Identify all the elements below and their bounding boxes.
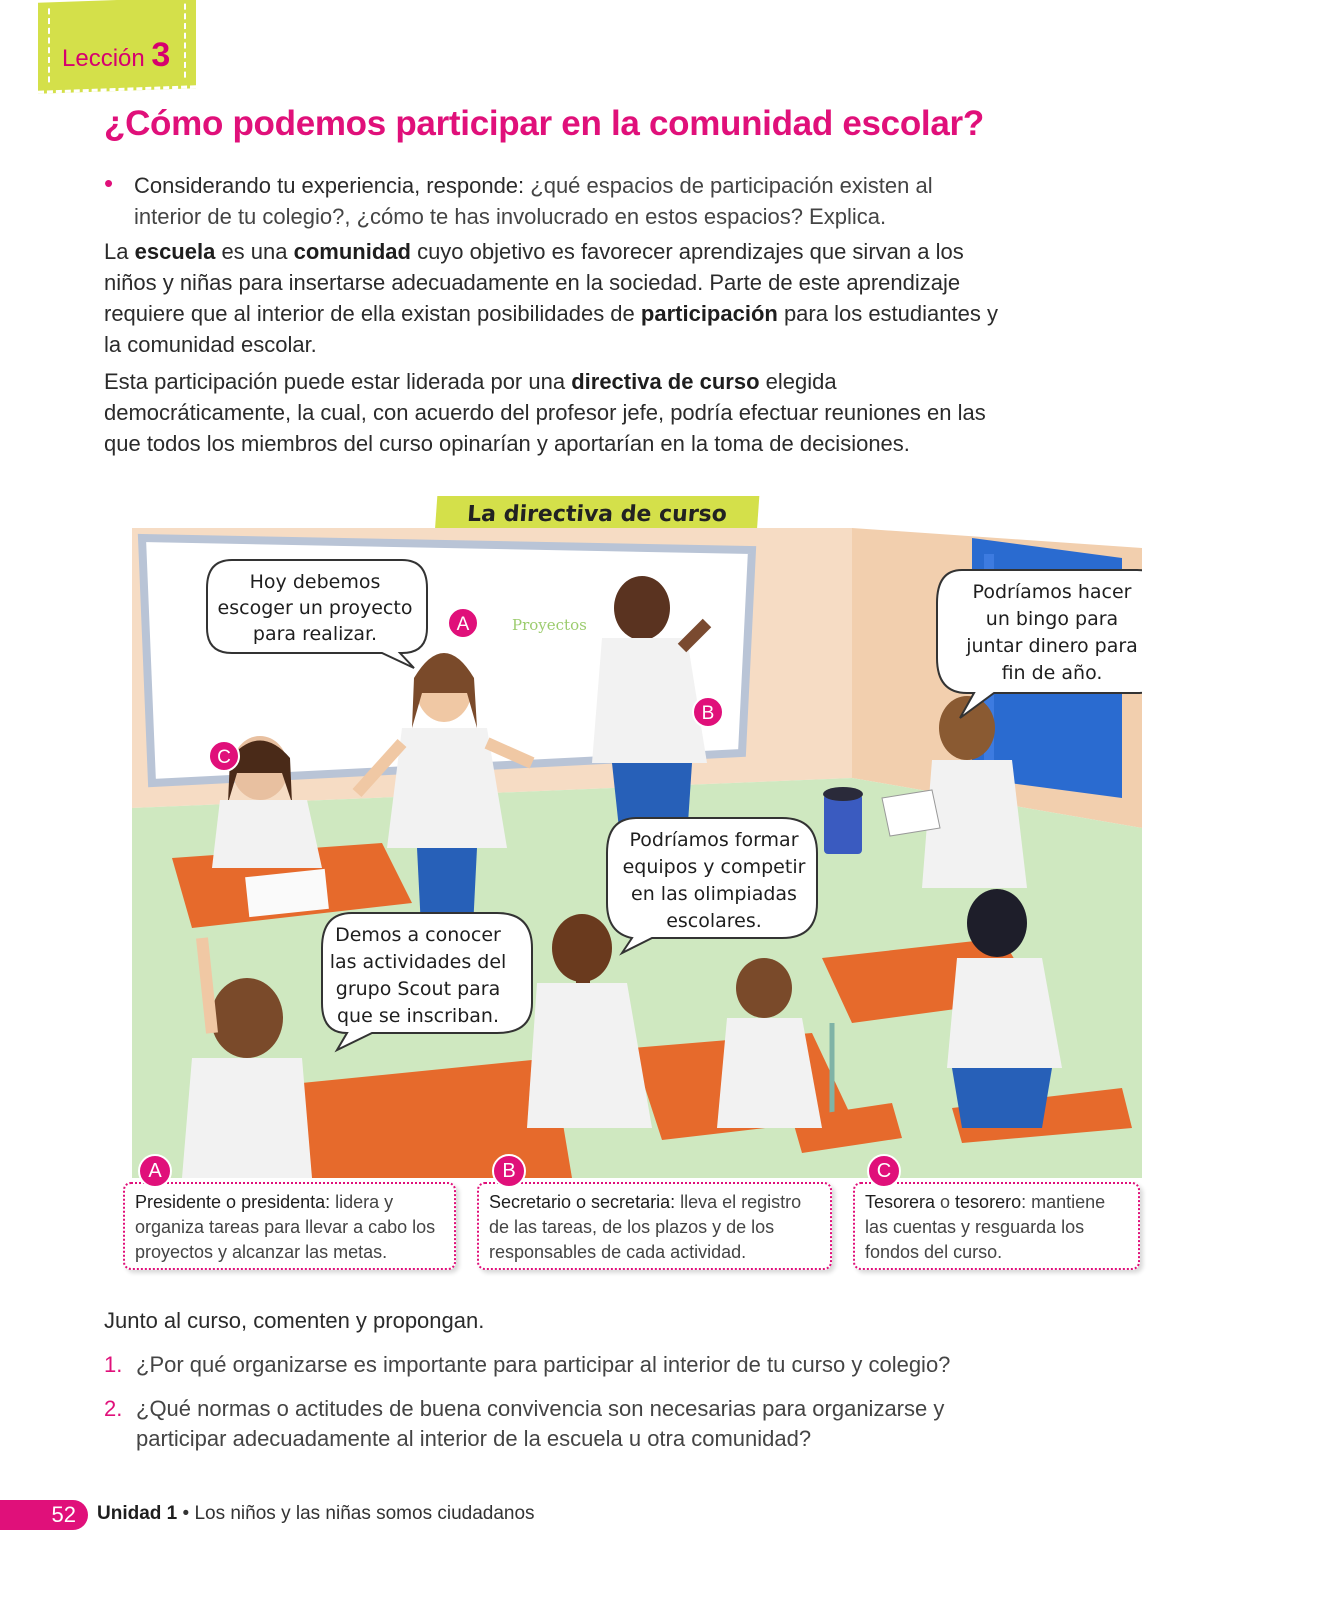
role-badge-b: B (492, 1154, 526, 1188)
marker-label: B (701, 703, 715, 724)
marker-label: A (456, 614, 470, 635)
bubble-line: juntar dinero para (966, 635, 1138, 657)
text: para los estudiantes y la comunidad escolar. (104, 301, 998, 357)
role-name: Secretario o secretaria: (489, 1192, 676, 1212)
bubble-line: Podríamos formar (629, 829, 799, 851)
paragraph-1 (104, 236, 1004, 360)
text: La (104, 239, 135, 264)
role-desc: lleva el registro de las tareas, de los plazos y de los responsables de cada actividad. (489, 1192, 802, 1262)
role-box-treasurer (853, 1182, 1140, 1270)
question-2 (104, 1394, 1004, 1454)
bubble-line: un bingo para (985, 608, 1119, 630)
unit-subtitle: Los niños y las niñas somos ciudadanos (194, 1503, 535, 1524)
page-number: 52 (0, 1500, 88, 1530)
text: Esta participación puede estar liderada por una (104, 369, 572, 394)
unit-label: Unidad 1 (97, 1503, 178, 1524)
lesson-word: Lección (62, 45, 145, 72)
marker-a (448, 608, 478, 638)
text: cuyo objetivo es favorecer aprendizajes que sirvan a los niños y niñas para insertarse adecuadamente en la sociedad. Parte de este aprendizaje requiere que al interior de ella existan posibilidades de (104, 239, 964, 326)
speech-bubble-1 (207, 560, 427, 668)
question-1 (104, 1350, 1004, 1380)
trash-bin (824, 794, 862, 854)
question-text: ¿Por qué organizarse es importante para participar al interior de tu curso y colegio? (136, 1352, 951, 1377)
role-desc: : mantiene las cuentas y resguarda los fondos del curso. (865, 1192, 1106, 1262)
role-desc: o (935, 1192, 956, 1212)
bold-term: escuela (134, 239, 216, 264)
bubble-line: Hoy debemos (249, 571, 381, 593)
classroom-illustration (132, 528, 1142, 1178)
bubble-line: escolares. (666, 910, 762, 932)
bubble-line: Demos a conocer (335, 924, 501, 946)
lesson-label (62, 36, 170, 75)
marker-c (209, 741, 239, 771)
bold-term: participación (640, 301, 778, 326)
speech-bubble-3 (607, 818, 817, 953)
separator: • (177, 1503, 195, 1524)
lesson-number: 3 (151, 36, 171, 74)
bold-term: directiva de curso (571, 369, 760, 394)
bubble-line: escoger un proyecto (217, 597, 413, 619)
marker-label: C (217, 747, 231, 768)
discussion-prompt: Junto al curso, comenten y propongan. (104, 1308, 485, 1333)
bullet-icon: • (104, 168, 114, 198)
bubble-line: equipos y competir (622, 856, 806, 878)
figure-title: La directiva de curso (435, 496, 760, 534)
speech-bubble-4 (322, 913, 532, 1050)
paragraph-2 (104, 366, 1004, 459)
role-desc: lidera y organiza tareas para llevar a cabo los proyectos y alcanzar las metas. (135, 1192, 436, 1262)
bullet-question (104, 170, 1004, 232)
bubble-line: las actividades del (329, 951, 507, 973)
text: elegida democráticamente, la cual, con acuerdo del profesor jefe, podría efectuar reuniones en las que todos los miembros del curso opinarían y aportarían en la toma de decisiones. (104, 369, 986, 456)
bubble-line: fin de año. (1001, 662, 1103, 684)
role-badge-c: C (867, 1154, 901, 1188)
question-number: 2. (104, 1396, 123, 1421)
marker-b (693, 697, 723, 727)
question-text: ¿Qué normas o actitudes de buena convivencia son necesarias para organizarse y participar adecuadamente al interior de la escuela u otra comunidad? (136, 1396, 945, 1451)
bubble-line: que se inscriban. (336, 1005, 500, 1027)
text: es una (215, 239, 294, 264)
bold-term: comunidad (293, 239, 411, 264)
role-box-secretary (477, 1182, 832, 1270)
role-name: Presidente o presidenta: (135, 1192, 331, 1212)
footer-unit (97, 1503, 535, 1525)
page-title: ¿Cómo podemos participar en la comunidad escolar? (104, 104, 984, 143)
role-box-president (123, 1182, 456, 1270)
question-number: 1. (104, 1352, 123, 1377)
bubble-line: grupo Scout para (335, 978, 501, 1000)
bullet-lead: Considerando tu experiencia, responde: (134, 173, 525, 198)
bullet-text: ¿qué espacios de participación existen al interior de tu colegio?, ¿cómo te has involucrado en estos espacios? Explica. (134, 173, 933, 229)
role-badge-a: A (138, 1154, 172, 1188)
bubble-line: Podríamos hacer (972, 581, 1132, 603)
role-name: tesorero (955, 1192, 1022, 1212)
bubble-line: para realizar. (252, 623, 378, 645)
bubble-line: en las olimpiadas (631, 883, 797, 905)
board-text: Proyectos (512, 616, 587, 634)
role-name: Tesorera (865, 1192, 936, 1212)
